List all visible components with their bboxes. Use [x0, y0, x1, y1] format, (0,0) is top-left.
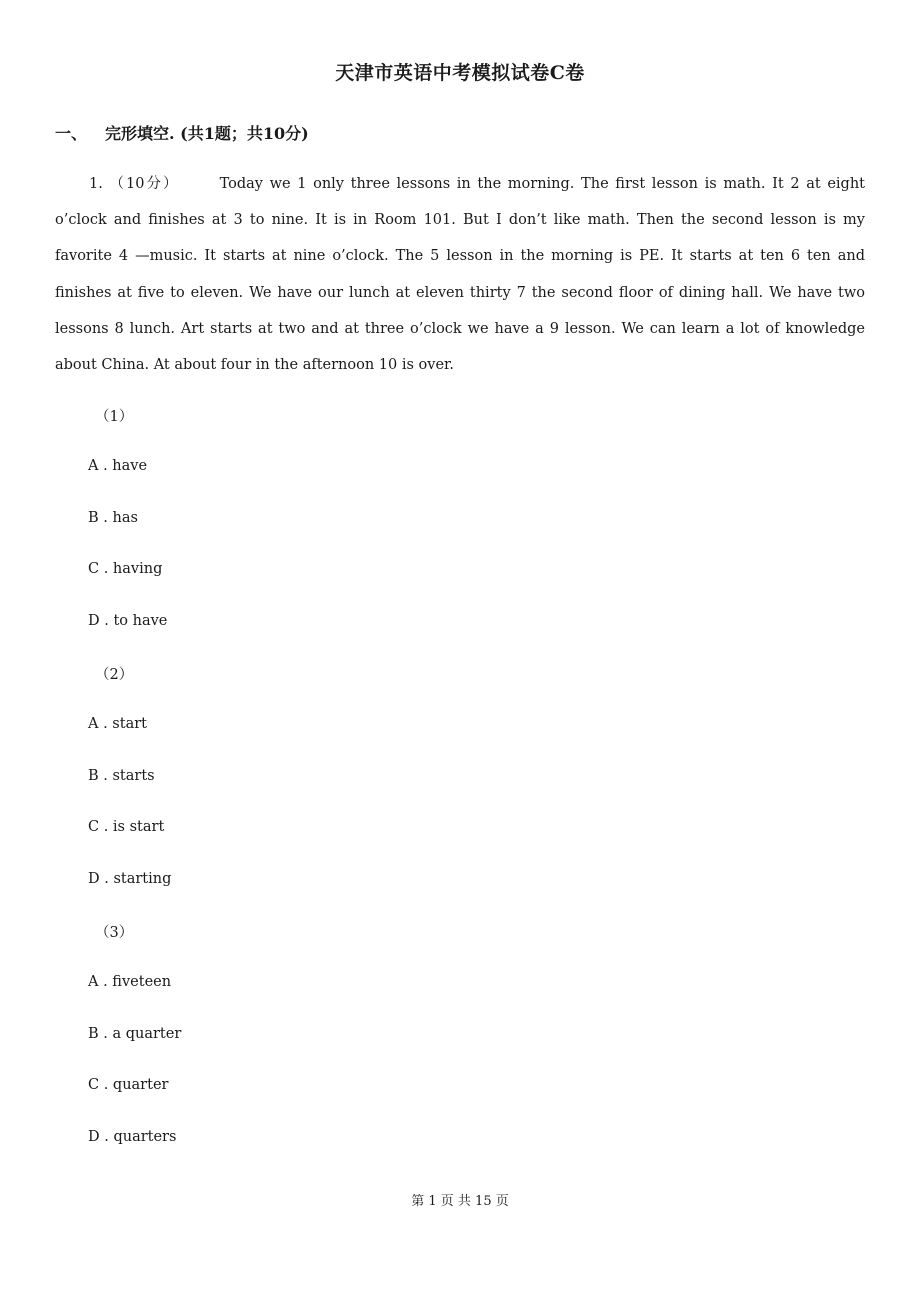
section-label: 完形填空. (共1题；共10分) [105, 124, 309, 143]
option-3-a[interactable]: A . fiveteen [88, 974, 172, 990]
option-1-c[interactable]: C . having [88, 561, 163, 577]
section-number: 一、 [55, 124, 88, 143]
page-title: 天津市英语中考模拟试卷C卷 [335, 62, 585, 84]
subquestion-label-2: （2） [95, 667, 134, 683]
option-3-d[interactable]: D . quarters [88, 1129, 177, 1145]
option-2-c[interactable]: C . is start [88, 819, 165, 835]
option-2-d[interactable]: D . starting [88, 871, 172, 887]
option-3-b[interactable]: B . a quarter [88, 1026, 182, 1042]
subquestion-label-3: （3） [95, 925, 134, 941]
option-1-b[interactable]: B . has [88, 510, 138, 526]
option-1-a[interactable]: A . have [88, 458, 148, 474]
option-3-c[interactable]: C . quarter [88, 1077, 169, 1093]
option-1-d[interactable]: D . to have [88, 613, 168, 629]
subquestion-label-1: （1） [95, 409, 134, 425]
option-2-a[interactable]: A . start [88, 716, 147, 732]
option-2-b[interactable]: B . starts [88, 768, 155, 784]
question-passage [55, 166, 865, 383]
question-head: 1. （10分） [89, 176, 180, 192]
section-heading [55, 121, 309, 144]
page-footer: 第 1 页 共 15 页 [411, 1194, 509, 1209]
passage-text: Today we 1 only three lessons in the morning. The first lesson is math. It 2 at eight o’clock and finishes at 3 to nine. It is in Room 101. But I don’t like math. Then the second lesson is my favorite 4 —music. It starts at nine o’clock. The 5 lesson in the morning is PE. It starts at ten 6 ten and finishes at five to eleven. We have our lunch at eleven thirty 7 the second floor of dining hall. We have two lessons 8 lunch. Art starts at two and at three o’clock we have a 9 lesson. We can learn a lot of knowledge about China. At about four in the afternoon 10 is over. [55, 176, 865, 374]
